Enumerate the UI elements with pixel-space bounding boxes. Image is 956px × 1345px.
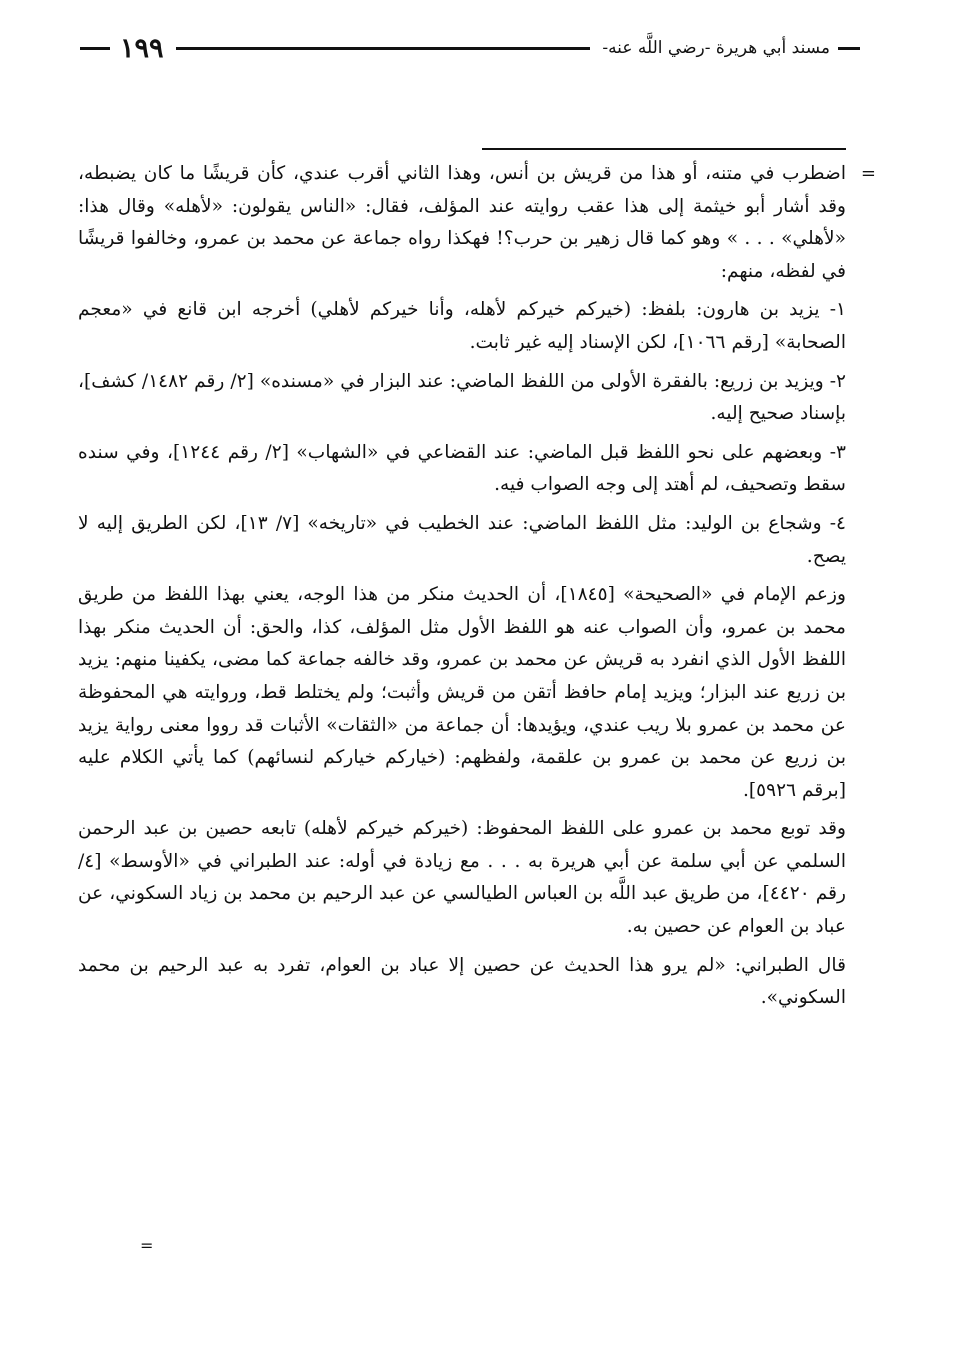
end-mark: = [140,1236,154,1255]
header-rule [176,47,591,50]
page-header [80,26,860,70]
page-number: ١٩٩ [120,32,164,64]
running-title: مسند أبي هريرة -رضي اللَّه عنه- [602,38,830,58]
footnote-paragraph: ١- يزيد بن هارون: بلفظ: (خيركم خيركم لأهله، وأنا خيركم لأهلي) أخرجه ابن قانع في «معجم الصحابة» [رقم ١٠٦٦]، لكن الإسناد إليه غير ثابت. [78,299,846,353]
header-dash [80,47,110,50]
footnote-paragraph [78,158,876,288]
footnote-body [78,158,876,1021]
footnote-paragraph: قال الطبراني: «لم يرو هذا الحديث عن حصين إلا عباد بن العوام، تفرد به عبد الرحيم بن محمد السكوني». [78,954,846,1009]
footnote-paragraph: ٣- وبعضهم على نحو اللفظ قبل الماضي: عند القضاعي في «الشهاب» [٢/ رقم ١٢٤٤]، وفي سنده سقط وتصحيف، لم أهتد إلى وجه الصواب فيه. [78,441,847,496]
footnote-paragraph: ٢- ويزيد بن زريع: بالفقرة الأولى من اللفظ الماضي: عند البزار في «مسنده» [٢/ رقم ١٤٨٢/ كشف]، بإسناد صحيح إليه. [78,370,847,425]
footnote-paragraph: وزعم الإمام في «الصحيحة» [١٨٤٥]، أن الحديث منكر من هذا الوجه، يعني بهذا اللفظ من طريق محمد بن عمرو، وأن الصواب عنه هو اللفظ الأول مثل المؤلف، كذا، والحق: أن الحديث منكر بهذا اللفظ الأول الذي انفرد به قريش عن محمد بن عمرو، وقد خالفه جماعة كما مضى، يكفينا منهم: يزيد بن زريع عند البزار؛ ويزيد إمام حافظ أتقن من قريش وأثبت؛ ولم يختلط قط، وروايته هي المحفوظة عن محمد بن عمرو بلا ريب عندي، ويؤيدها: أن جماعة من «الثقات» الأثبات قد رووا معنى رواية يزيد بن زريع عن محمد بن عمرو بن علقمة، ولفظهم: (خياركم خياركم لنسائهم) كما يأتي الكلام عليه [برقم ٥٩٢٦]. [78,584,846,801]
footnote-paragraph: وقد توبع محمد بن عمرو على اللفظ المحفوظ: (خيركم خيركم لأهله) تابعه حصين بن عبد الرحمن السلمي عن أبي سلمة عن أبي هريرة به . . . مع زيادة في أوله: عند الطبراني في «الأوسط» [٤/ رقم ٤٤٢٠]، من طريق عبد اللَّه بن العباس الطيالسي عن عبد الرحيم بن محمد بن زياد السكوني، عن عباد بن العوام عن حصين به. [78,818,846,938]
continuation-mark: = [860,163,876,184]
footnote-separator [482,148,846,150]
header-dash [838,47,860,50]
paragraph-text: اضطرب في متنه، أو هذا من قريش بن أنس، وهذا الثاني أقرب عندي، كأن قريشًا ما كان يضبطه، وقد أشار أبو خيثمة إلى هذا عقب روايته عند المؤلف، فقال: «الناس يقولون: «لأهله» وقال هذا: «لأهلي» . . . » وهو كما قال زهير بن حرب؟! فهكذا رواه جماعة عن محمد بن عمرو، وخالفوا قريشًا في لفظه، منهم: [78,163,846,282]
footnote-paragraph: ٤- وشجاع بن الوليد: مثل اللفظ الماضي: عند الخطيب في «تاريخه» [٧/ ١٣]، لكن الطريق إليه لا يصح. [78,512,847,567]
